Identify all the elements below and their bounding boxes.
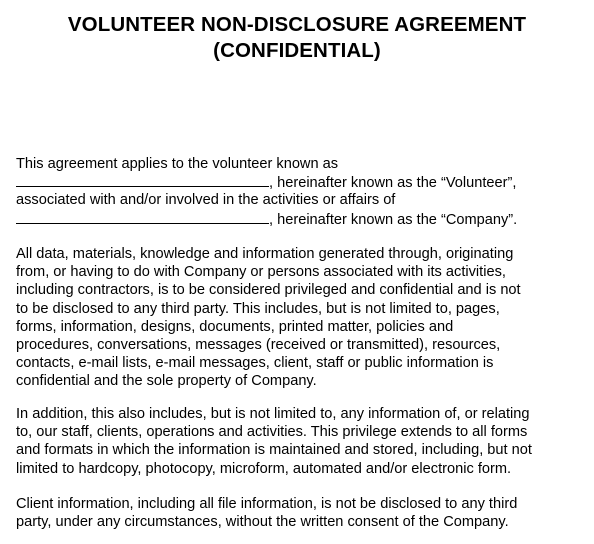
paragraph-line: confidential and the sole property of Company.	[16, 373, 317, 390]
scope-paragraph	[16, 405, 592, 478]
paragraph-line: forms, information, designs, documents, printed matter, policies and	[16, 318, 454, 335]
paragraph-line: All data, materials, knowledge and information generated through, originating	[16, 246, 514, 262]
paragraph-line: limited to hardcopy, photocopy, microform, automated and/or electronic form.	[16, 460, 512, 477]
volunteer-name-blank[interactable]	[16, 173, 269, 187]
paragraph-line: party, under any circumstances, without the written consent of the Company.	[16, 514, 509, 531]
intro-line-3: associated with and/or involved in the activities or affairs of	[16, 192, 396, 209]
paragraph-line: In addition, this also includes, but is not limited to, any information of, or relating	[16, 406, 530, 422]
paragraph-line: including contractors, is to be considered privileged and confidential and is not	[16, 282, 521, 299]
paragraph-line: from, or having to do with Company or persons associated with its activities,	[16, 264, 506, 281]
confidentiality-paragraph	[16, 245, 592, 391]
intro-line-4	[16, 210, 592, 228]
paragraph-line: to be disclosed to any third party. This includes, but is not limited to, pages,	[16, 300, 500, 317]
paragraph-line: to, our staff, clients, operations and activities. This privilege extends to all forms	[16, 424, 528, 441]
paragraph-line: and formats in which the information is maintained and stored, including, but not	[16, 442, 532, 459]
volunteer-suffix: , hereinafter known as the “Volunteer”,	[269, 175, 517, 192]
paragraph-line: procedures, conversations, messages (received or transmitted), resources,	[16, 336, 501, 353]
intro-line-2	[16, 173, 592, 191]
company-suffix: , hereinafter known as the “Company”.	[269, 211, 518, 228]
intro-line-1: This agreement applies to the volunteer known as	[16, 156, 339, 172]
paragraph-line: contacts, e-mail lists, e-mail messages, client, staff or public information is	[16, 355, 494, 372]
intro-section	[16, 155, 592, 228]
client-information-paragraph	[16, 495, 592, 531]
company-name-blank[interactable]	[16, 210, 269, 224]
document-subtitle: (CONFIDENTIAL)	[213, 39, 381, 62]
document-title: VOLUNTEER NON-DISCLOSURE AGREEMENT	[67, 13, 527, 36]
paragraph-line: Client information, including all file information, is not be disclosed to any third	[16, 496, 518, 512]
